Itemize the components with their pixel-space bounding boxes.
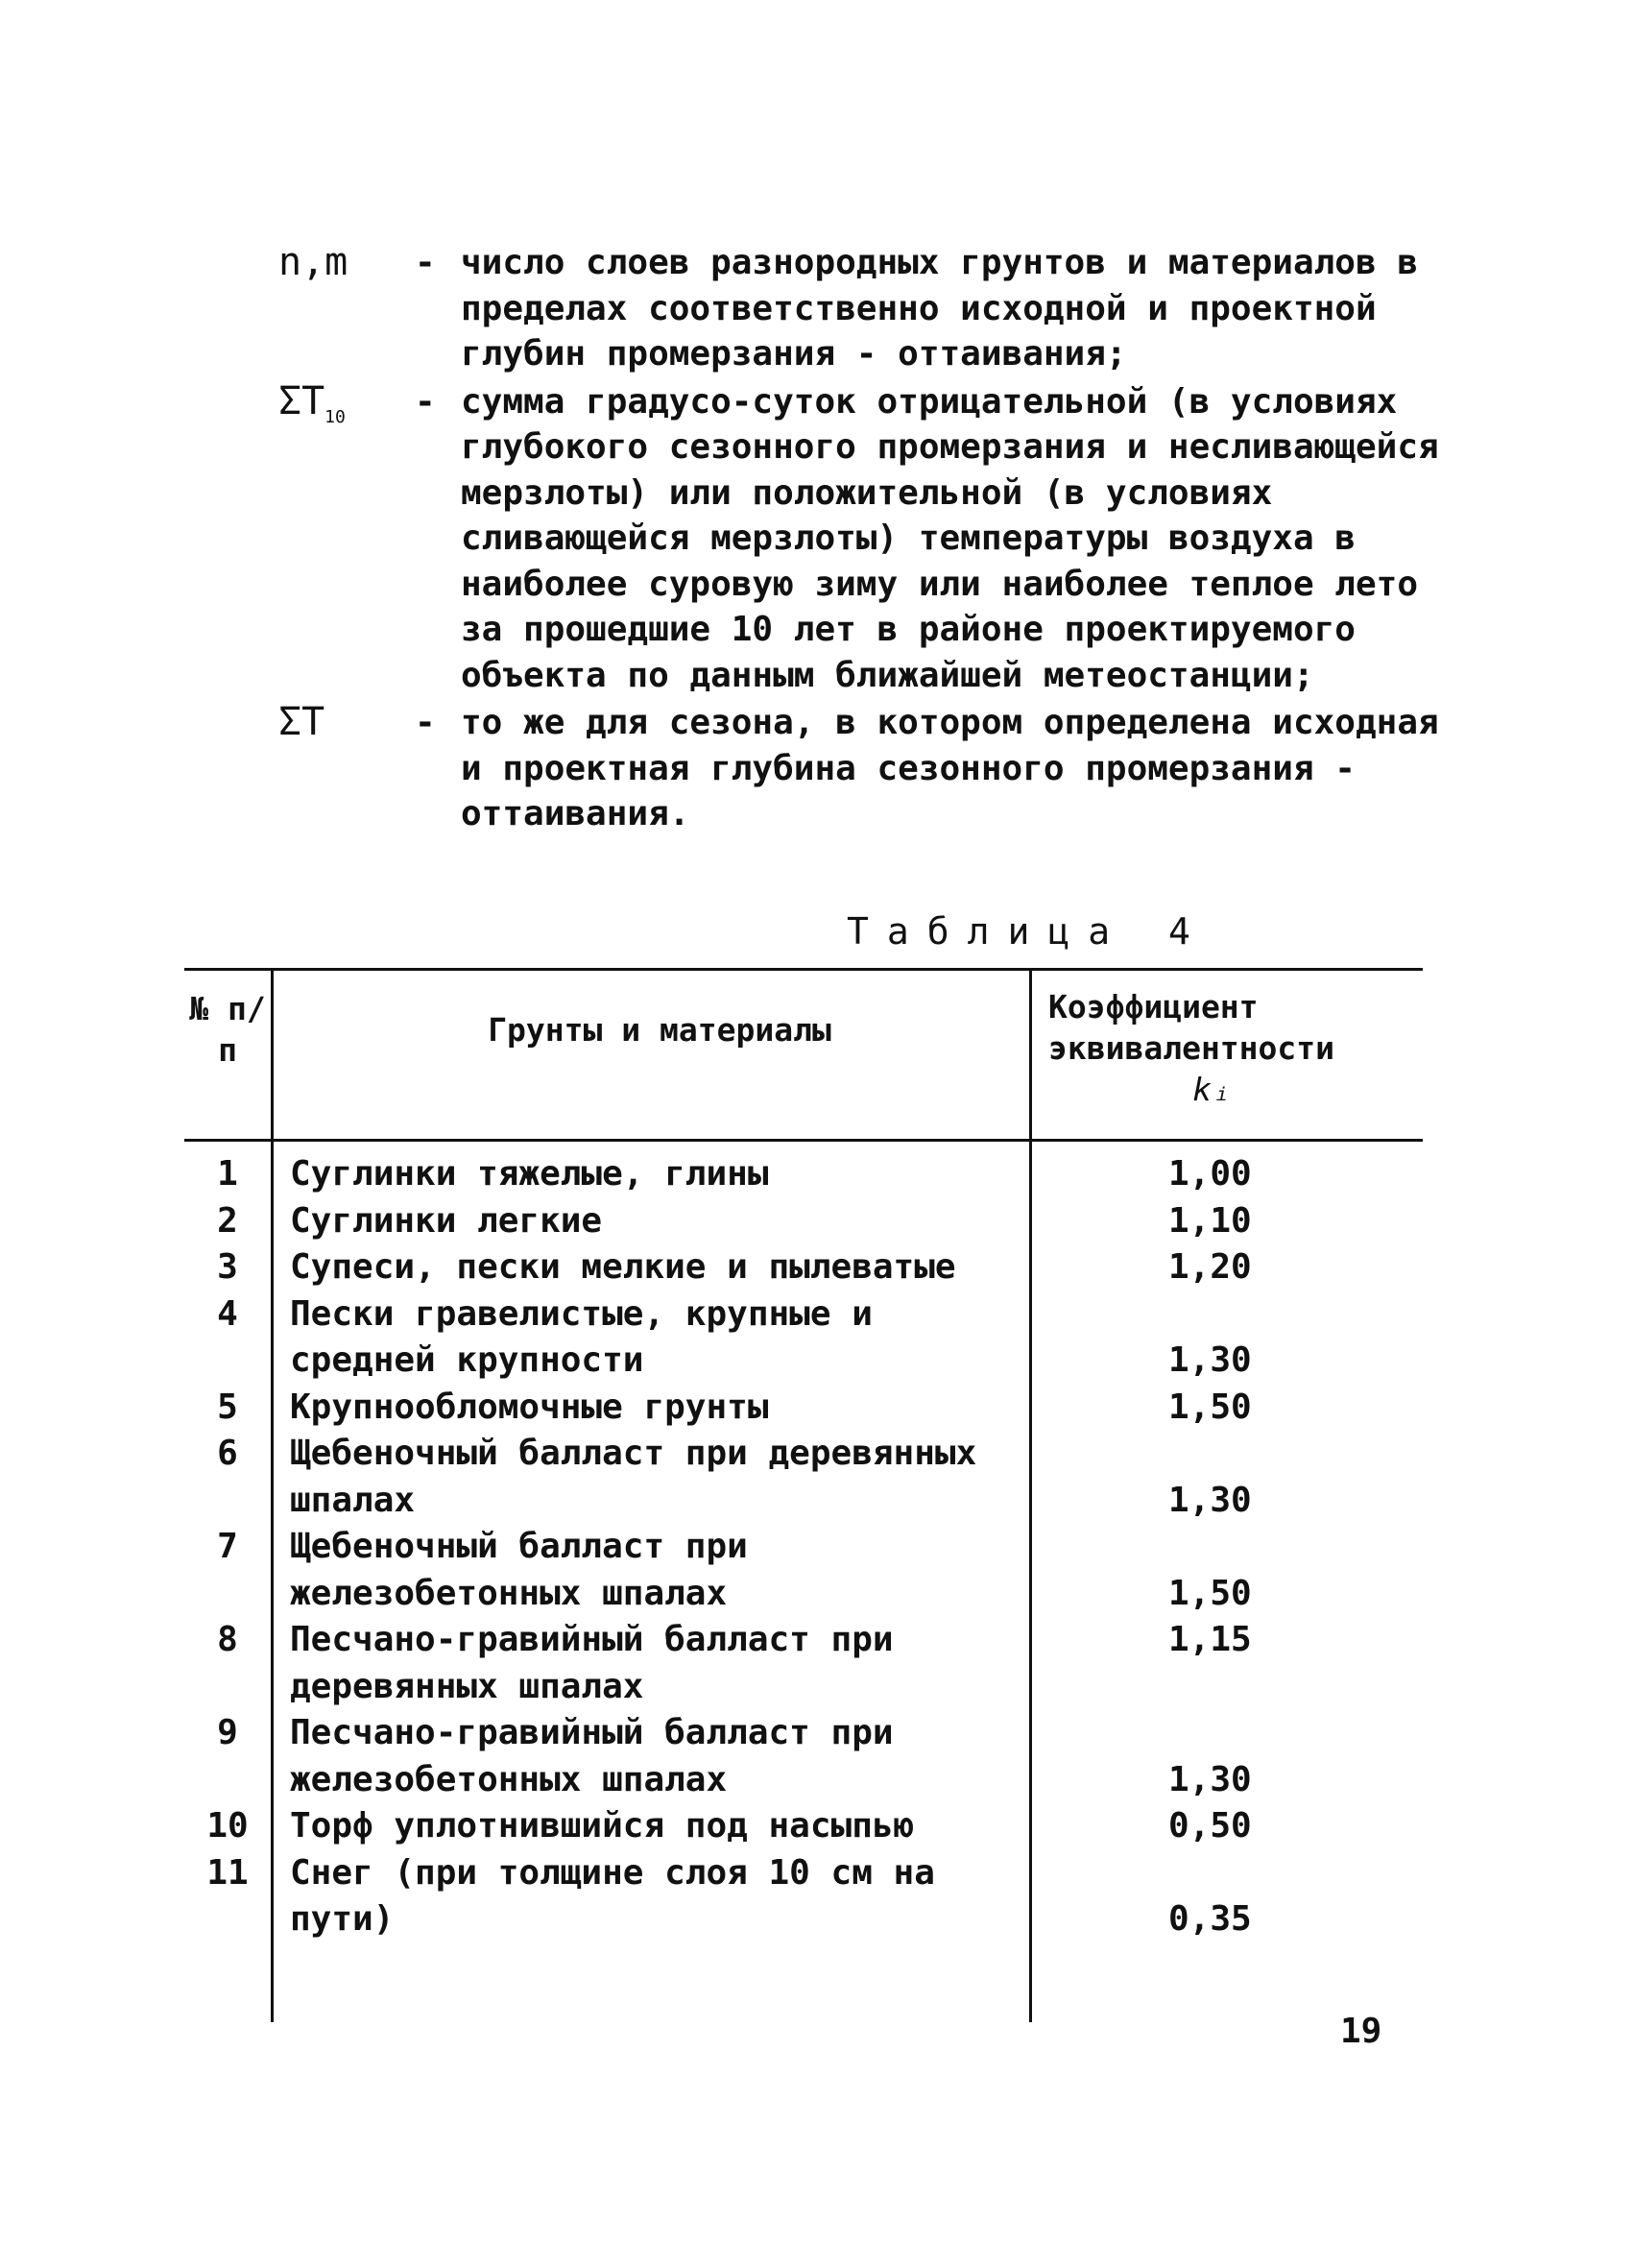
row-material: Крупнообломочные грунты [290, 1387, 769, 1427]
header-coefficient-label: Коэффициент эквивалентности [1048, 988, 1335, 1067]
row-number: 7 [217, 1527, 238, 1566]
row-material: Щебеночный балласт при деревянных шпалах [290, 1434, 977, 1520]
row-number: 11 [206, 1852, 249, 1893]
definition-text: то же для сезона, в котором определена исходная и проектная глубина сезонного промерзания - оттаивания. [461, 703, 1439, 833]
row-number: 3 [217, 1247, 238, 1287]
table-row [184, 1244, 1423, 1291]
row-number: 2 [217, 1200, 238, 1241]
table-title: Таблица 4 [847, 910, 1209, 953]
row-coefficient-cell [1039, 1803, 1423, 1850]
row-coefficient: 1,30 [1168, 1340, 1252, 1380]
definitions-list [278, 240, 1459, 839]
row-coefficient-cell [1039, 1710, 1423, 1803]
definition-item [278, 700, 1459, 837]
header-number: № п/п [189, 990, 266, 1069]
row-coefficient-cell [1039, 1524, 1423, 1617]
row-material: Щебеночный балласт при железобетонных шпалах [290, 1527, 748, 1613]
row-coefficient-cell [1039, 1244, 1423, 1291]
row-material: Торф уплотнившийся под насыпью [290, 1806, 915, 1846]
row-number: 10 [206, 1806, 249, 1846]
row-number: 6 [217, 1434, 238, 1473]
row-coefficient-cell [1039, 1431, 1423, 1524]
table-row [184, 1710, 1423, 1803]
row-material: Песчано-гравийный балласт при железобетонных шпалах [290, 1713, 894, 1799]
row-coefficient: 1,15 [1168, 1620, 1252, 1659]
row-material: Пески гравелистые, крупные и средней крупности [290, 1293, 873, 1380]
row-coefficient: 0,50 [1168, 1806, 1252, 1846]
header-coefficient [1048, 986, 1423, 1110]
table-row [184, 1385, 1423, 1432]
coefficient-table [184, 968, 1423, 2022]
table-row [184, 1850, 1423, 1943]
row-coefficient-cell [1039, 1291, 1423, 1385]
definition-item [278, 379, 1459, 699]
table-row [184, 1524, 1423, 1617]
row-coefficient-cell [1039, 1198, 1423, 1245]
row-coefficient: 1,10 [1168, 1200, 1252, 1241]
definition-symbol: n,m [278, 240, 348, 284]
definition-dash: - [415, 381, 436, 422]
definition-symbol: ΣT [278, 700, 325, 744]
table-row [184, 1198, 1423, 1245]
row-material: Супеси, пески мелкие и пылеватые [290, 1247, 956, 1287]
row-number: 4 [217, 1293, 238, 1334]
definition-text: сумма градусо-суток отрицательной (в условиях глубокого сезонного промерзания и несливающейся мерзлоты) или положительной (в условиях сливающейся мерзлоты) температуры воздуха в наиболее суровую зиму или наиболее теплое лето за прошедшие 10 лет в районе проектируемого объекта по данным ближайшей метеостанции; [461, 381, 1439, 695]
definition-item [278, 240, 1459, 377]
table-row [184, 1151, 1423, 1198]
row-coefficient: 1,30 [1168, 1759, 1252, 1799]
definition-text: число слоев разнородных грунтов и материалов в пределах соответственно исходной и проектной глубин промерзания - оттаивания; [461, 243, 1418, 374]
row-material: Суглинки легкие [290, 1200, 603, 1241]
table-row [184, 1431, 1423, 1524]
row-coefficient: 1,50 [1168, 1387, 1252, 1427]
definition-dash: - [415, 243, 436, 282]
row-material: Песчано-гравийный балласт при деревянных шпалах [290, 1620, 894, 1706]
header-divider [184, 1139, 1423, 1142]
table-row [184, 1803, 1423, 1850]
row-coefficient-cell [1039, 1617, 1423, 1710]
row-material: Снег (при толщине слоя 10 см на пути) [290, 1852, 935, 1939]
row-coefficient-cell [1039, 1850, 1423, 1943]
row-number: 1 [217, 1154, 238, 1194]
page-number: 19 [1340, 2012, 1382, 2051]
row-coefficient-cell [1039, 1151, 1423, 1198]
header-material: Грунты и материалы [488, 1011, 831, 1049]
row-number: 9 [217, 1713, 238, 1752]
row-coefficient: 0,35 [1168, 1899, 1252, 1939]
row-coefficient: 1,20 [1168, 1247, 1252, 1287]
row-coefficient: 1,30 [1168, 1480, 1252, 1520]
row-coefficient: 1,00 [1168, 1154, 1252, 1194]
row-coefficient-cell [1039, 1385, 1423, 1432]
table-row [184, 1291, 1423, 1385]
row-coefficient: 1,50 [1168, 1573, 1252, 1613]
row-material: Суглинки тяжелые, глины [290, 1154, 769, 1194]
table-row [184, 1617, 1423, 1710]
table-body [184, 1151, 1423, 1943]
row-number: 5 [217, 1387, 238, 1427]
header-coefficient-symbol: kᵢ [1192, 1071, 1231, 1108]
definition-symbol: $\Sigma T_{10}$ [278, 378, 346, 427]
row-number: 8 [217, 1620, 238, 1659]
definition-dash: - [415, 703, 436, 742]
